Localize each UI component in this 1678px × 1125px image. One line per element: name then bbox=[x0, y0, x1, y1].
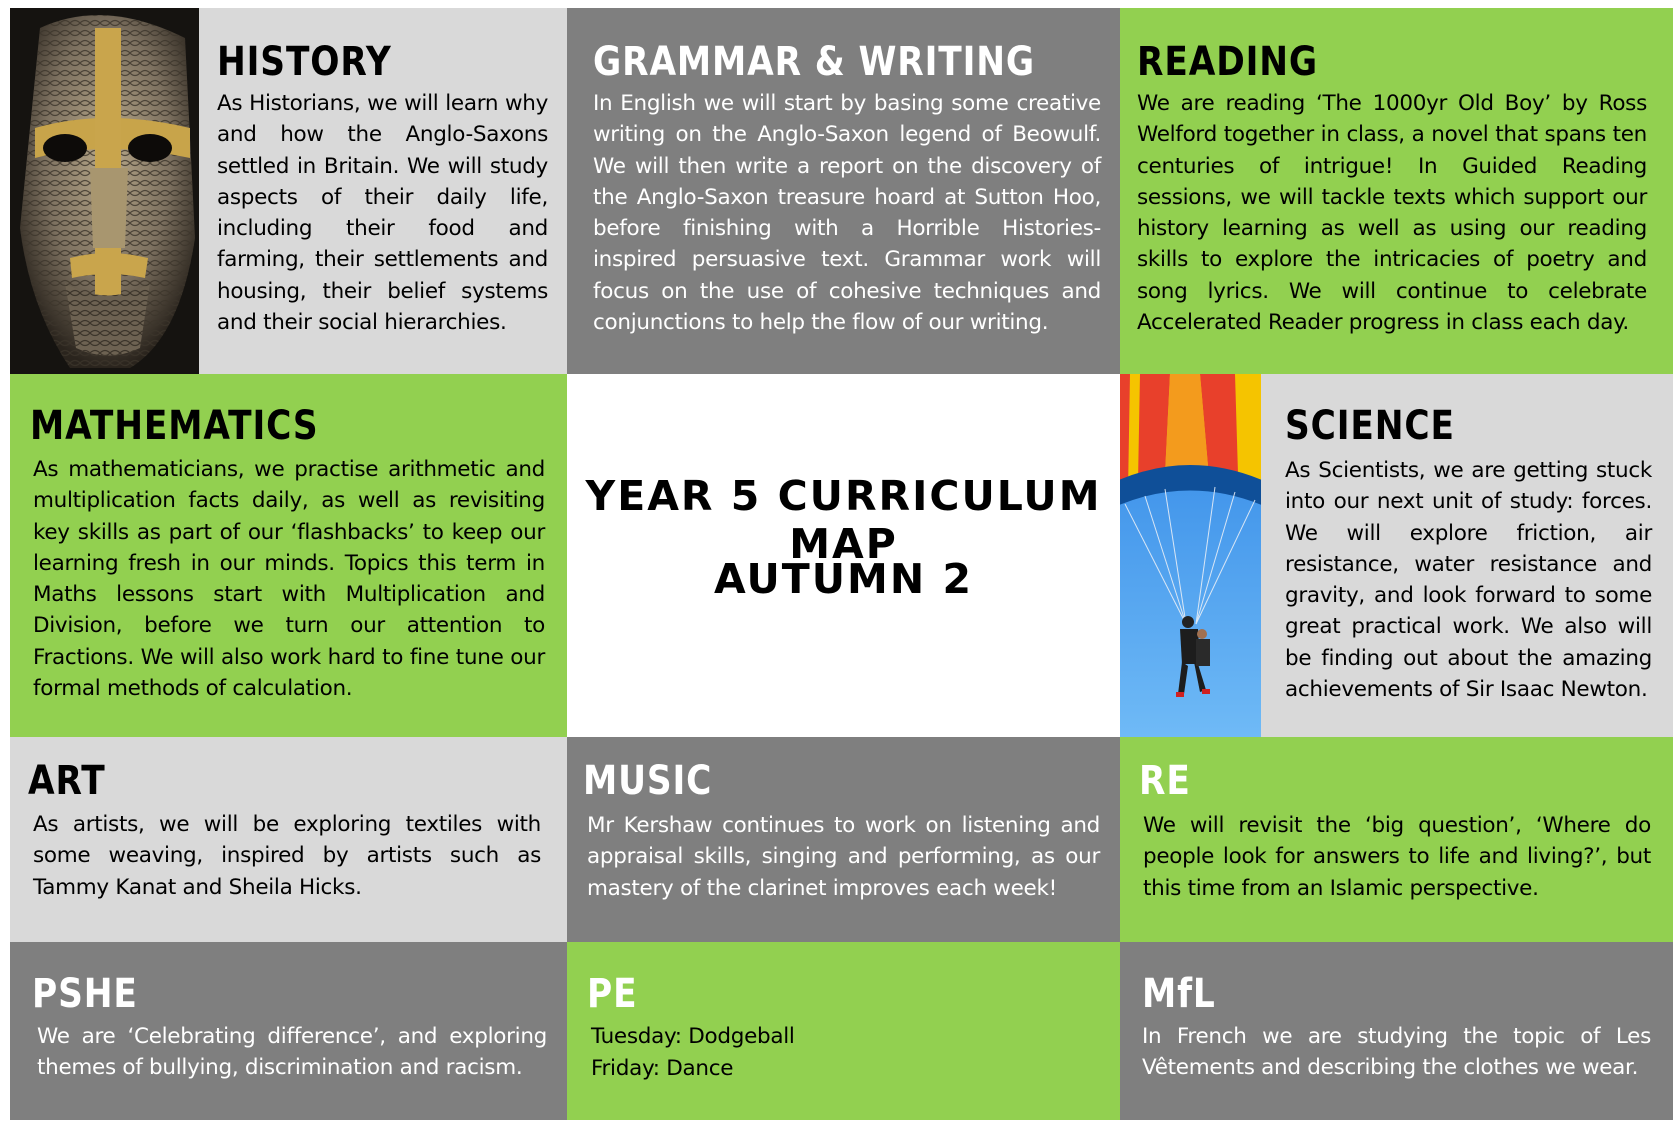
curriculum-title-panel bbox=[567, 374, 1120, 737]
history-image-panel bbox=[10, 8, 199, 374]
music-panel bbox=[567, 737, 1120, 942]
reading-panel bbox=[1120, 8, 1673, 374]
history-panel bbox=[199, 8, 567, 374]
mfl-text: In French we are studying the topic of Les Vêtements and describing the clothes we wear. bbox=[1142, 1024, 1651, 1081]
pshe-title: PSHE bbox=[32, 971, 138, 1017]
grammar-writing-panel bbox=[567, 8, 1120, 374]
re-title: RE bbox=[1139, 758, 1191, 804]
art-text: As artists, we will be exploring textiles with some weaving, inspired by artists such as Tammy Kanat and Sheila Hicks. bbox=[33, 812, 541, 900]
mfl-panel bbox=[1120, 942, 1673, 1120]
history-title: HISTORY bbox=[217, 39, 392, 85]
parachute-image bbox=[1120, 374, 1261, 737]
pshe-panel bbox=[10, 942, 567, 1120]
re-text: We will revisit the ‘big question’, ‘Where do people look for answers to life and living?’, but this time from an Islamic perspective. bbox=[1143, 813, 1651, 901]
music-title: MUSIC bbox=[583, 758, 713, 804]
science-title: SCIENCE bbox=[1285, 403, 1455, 449]
science-text: As Scientists, we are getting stuck into our next unit of study: forces. We will explore friction, air resistance, water resistance and gravity, and look forward to some great practical work. We also will be finding out about the amazing achievements of Sir Isaac Newton. bbox=[1285, 458, 1652, 703]
term-title: AUTUMN 2 bbox=[714, 555, 973, 603]
reading-text: We are reading ‘The 1000yr Old Boy’ by Ross Welford together in class, a novel that spans ten centuries of intrigue! In Guided Reading sessions, we will tackle texts which support our history learning as well as using our reading skills to explore the intricacies of poetry and song lyrics. We will continue to celebrate Accelerated Reader progress in class each day. bbox=[1137, 91, 1647, 336]
anglo-saxon-helmet-image bbox=[10, 8, 199, 374]
pe-line-2: Friday: Dance bbox=[591, 1056, 734, 1081]
re-panel bbox=[1120, 737, 1673, 942]
history-text: As Historians, we will learn why and how the Anglo-Saxons settled in Britain. We will study aspects of their daily life, including their food and farming, their settlements and housing, their belief systems and their social hierarchies. bbox=[217, 91, 548, 336]
pe-line-1: Tuesday: Dodgeball bbox=[591, 1024, 795, 1049]
mathematics-title: MATHEMATICS bbox=[30, 403, 319, 449]
pshe-text: We are ‘Celebrating difference’, and exploring themes of bullying, discrimination and racism. bbox=[37, 1024, 547, 1081]
science-panel bbox=[1261, 374, 1673, 737]
curriculum-map-title: YEAR 5 CURRICULUM MAP bbox=[585, 472, 1102, 568]
art-panel bbox=[10, 737, 567, 942]
reading-title: READING bbox=[1137, 39, 1319, 85]
grammar-writing-title: GRAMMAR & WRITING bbox=[593, 39, 1036, 85]
grammar-writing-text: In English we will start by basing some creative writing on the Anglo-Saxon legend of Beowulf. We will then write a report on the discovery of the Anglo-Saxon treasure hoard at Sutton Hoo, before finishing with a Horrible Histories-inspired persuasive text. Grammar work will focus on the use of cohesive techniques and conjunctions to help the flow of our writing. bbox=[593, 91, 1101, 336]
pe-panel bbox=[567, 942, 1120, 1120]
mfl-title: MfL bbox=[1142, 971, 1216, 1017]
mathematics-text: As mathematicians, we practise arithmetic and multiplication facts daily, as well as revisiting key skills as part of our ‘flashbacks’ to keep our learning fresh in our minds. Topics this term in Maths lessons start with Multiplication and Division, before we turn our attention to Fractions. We will also work hard to fine tune our formal methods of calculation. bbox=[33, 457, 545, 702]
mathematics-panel bbox=[10, 374, 567, 737]
pe-title: PE bbox=[587, 971, 638, 1017]
music-text: Mr Kershaw continues to work on listening and appraisal skills, singing and performing, as our mastery of the clarinet improves each week! bbox=[587, 813, 1100, 901]
art-title: ART bbox=[28, 758, 106, 804]
science-image-panel bbox=[1120, 374, 1261, 737]
